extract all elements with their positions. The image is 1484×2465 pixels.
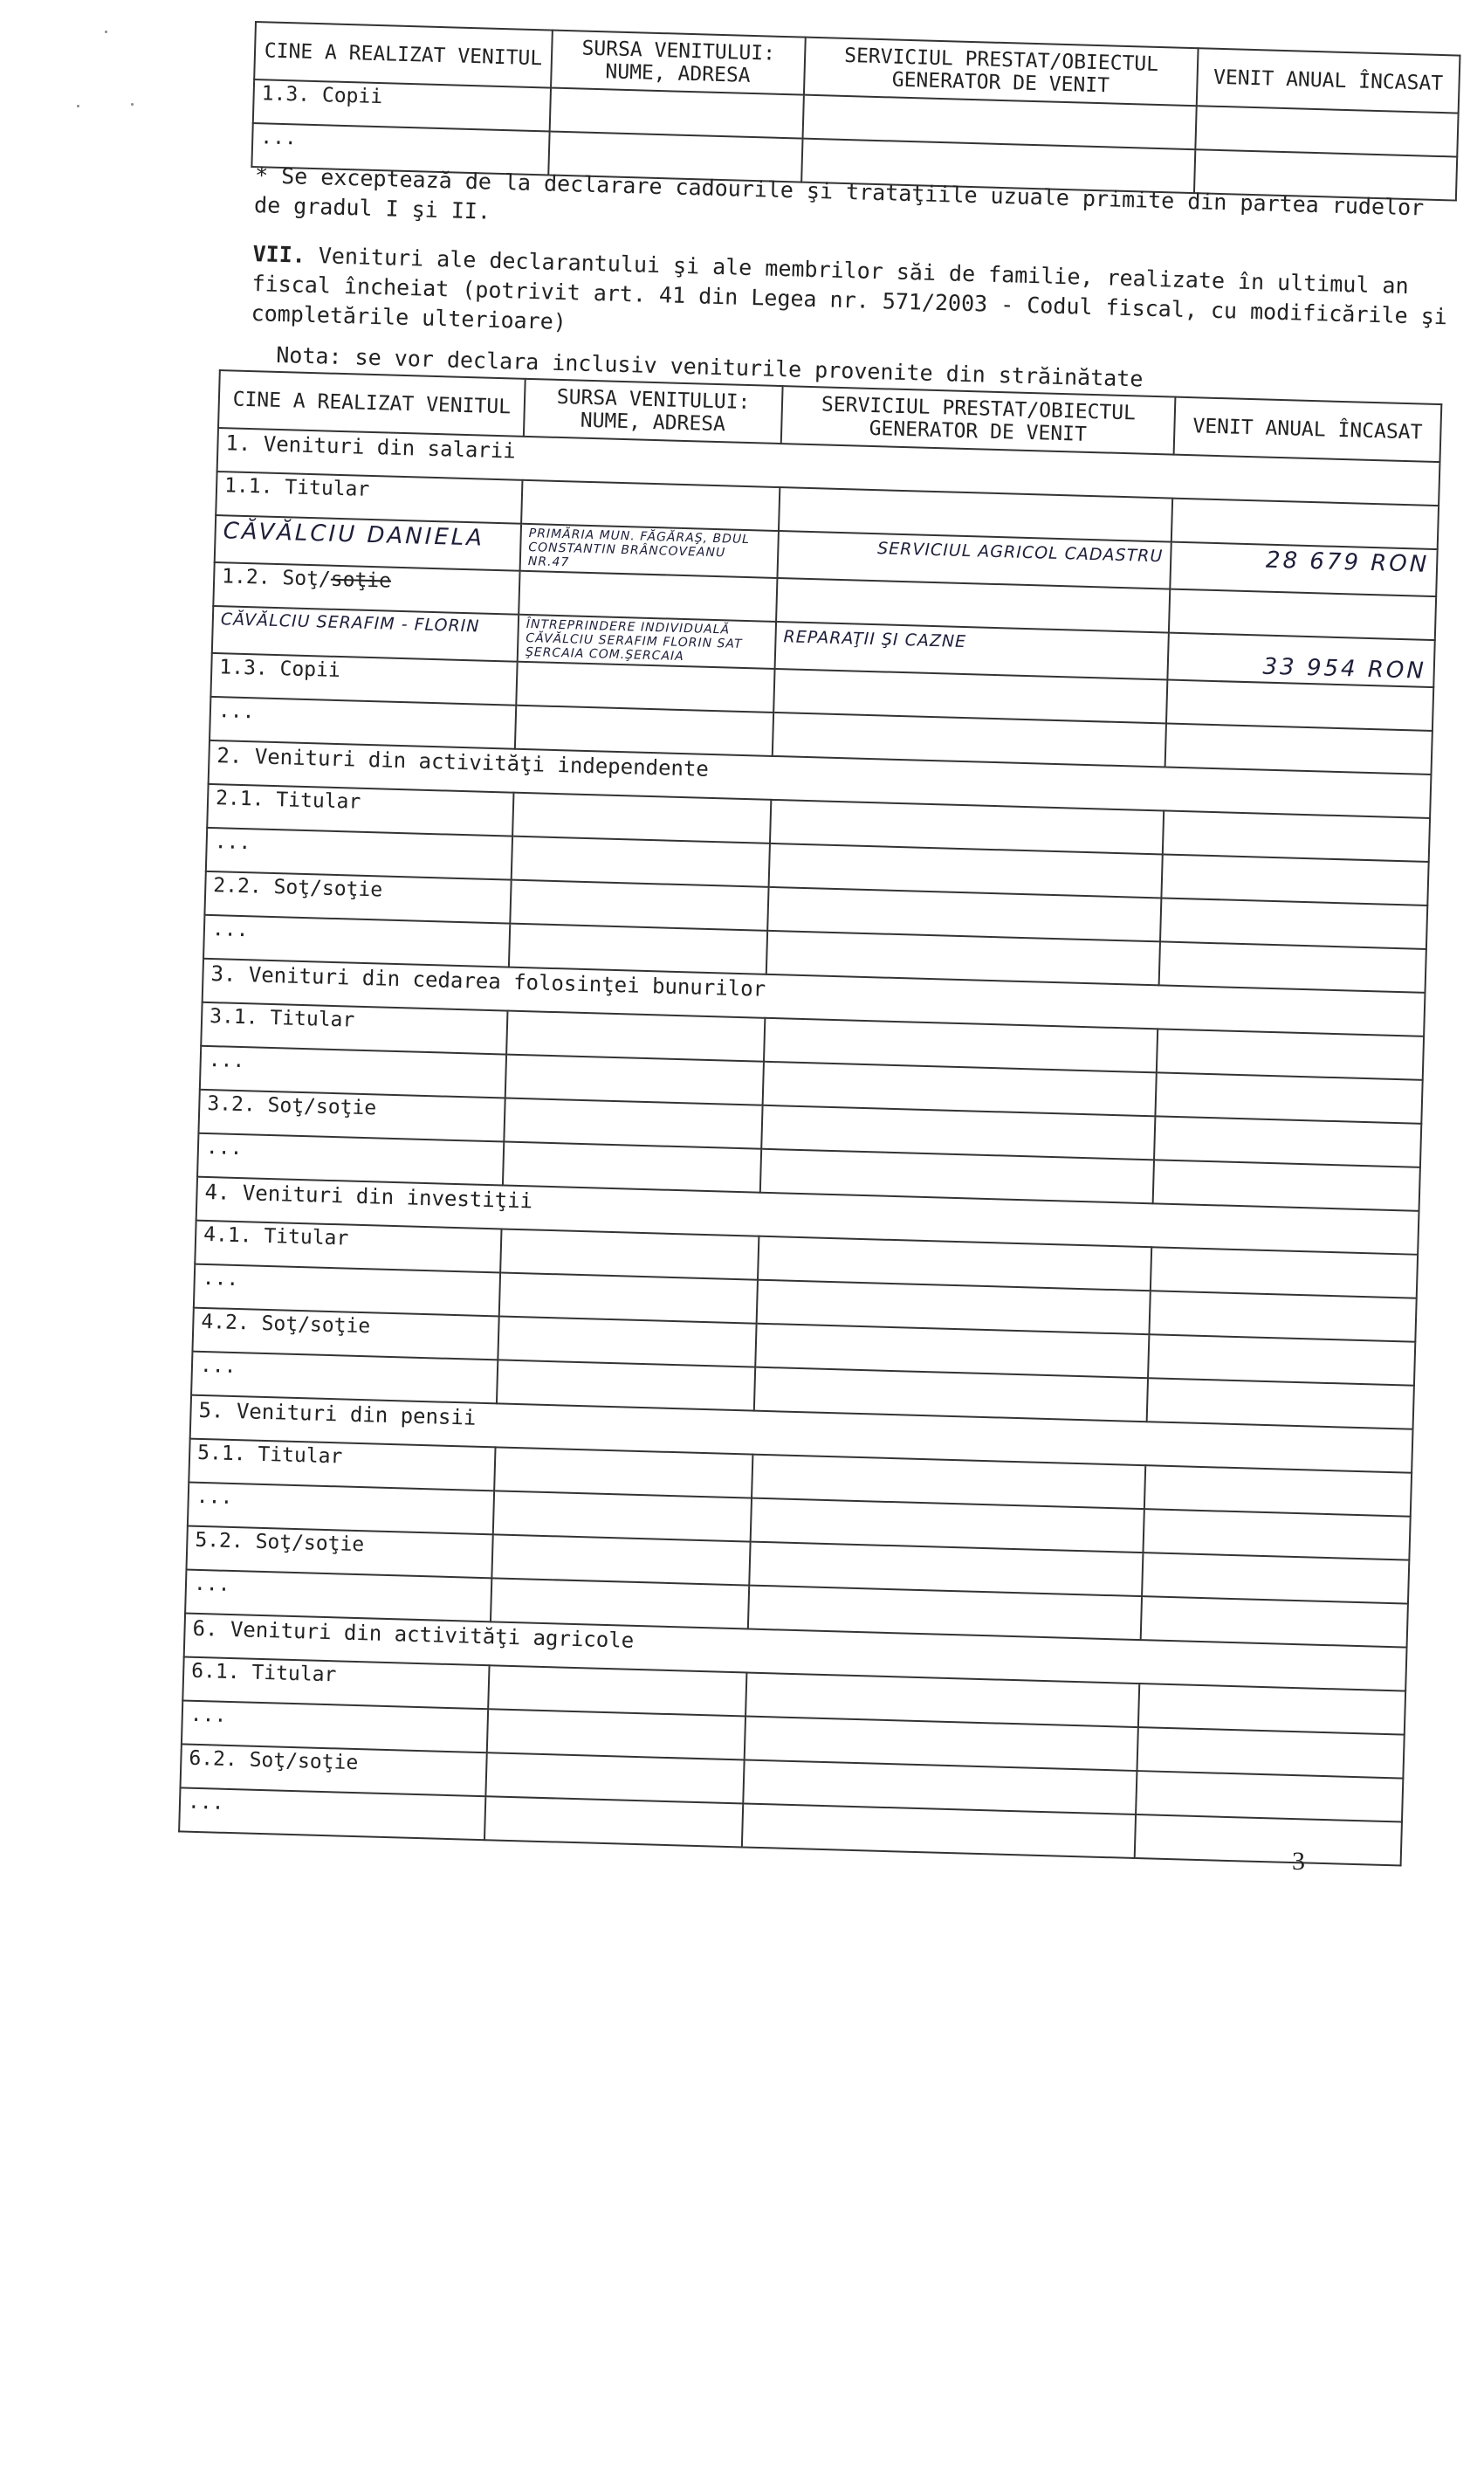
row-label: ... <box>197 1133 504 1186</box>
row-label: 2.1. Titular <box>207 784 513 837</box>
titular-service: SERVICIUL AGRICOL CADASTRU <box>876 539 1164 567</box>
sot-income-cell <box>1167 633 1434 687</box>
row-label: ... <box>191 1352 498 1404</box>
section-vii-title: Venituri ale declarantului şi ale membrilor săi de familie, realizate în ultimul an fiscal încheiat (potrivit art. 41 din Legea nr. 571/2003 - Codul fiscal, cu modificările şi completările ulterioare) <box>251 243 1448 335</box>
row-label: 5.1. Titular <box>189 1439 495 1491</box>
section-vii-nota: Nota: se vor declara inclusiv veniturile provenite din străinătate <box>275 341 1144 392</box>
sot-service: REPARAŢII ŞI CAZNE <box>783 627 967 652</box>
row-label: 5.2. Soţ/soţie <box>186 1526 492 1579</box>
row-label: ... <box>188 1483 494 1535</box>
section-title-investitii: 4. Venituri din investiţii <box>196 1177 1419 1255</box>
scan-speck <box>105 31 107 33</box>
header-service: SERVICIUL PRESTAT/OBIECTUL GENERATOR DE VENIT <box>781 386 1176 455</box>
section-vii-number: VII. <box>252 241 306 268</box>
row-label: ... <box>200 1046 506 1098</box>
section-title-salarii: 1. Venituri din salarii <box>217 428 1440 506</box>
page-number: 3 <box>1292 1847 1305 1876</box>
titular-name: CĂVĂLCIU DANIELA <box>223 518 485 552</box>
sot-source: ÎNTREPRINDERE INDIVIDUALĂ CĂVĂLCIU SERAFIM FLORIN SAT ŞERCAIA COM.ŞERCAIA <box>525 616 743 664</box>
row-label: 4.1. Titular <box>195 1221 501 1273</box>
row-label: 1.1. Titular <box>216 472 522 524</box>
scan-speck <box>131 103 134 106</box>
header-who: CINE A REALIZAT VENITUL <box>254 22 553 87</box>
row-label: ... <box>179 1787 485 1840</box>
titular-source: PRIMĂRIA MUN. FĂGĂRAŞ, BDUL CONSTANTIN BRÂNCOVEANU NR.47 <box>527 527 751 570</box>
sot-source-cell <box>518 615 776 669</box>
titular-income: 28 679 RON <box>1265 547 1430 578</box>
header-income: VENIT ANUAL ÎNCASAT <box>1174 397 1442 462</box>
row-label: ... <box>185 1570 491 1622</box>
section-title-independente: 2. Venituri din activităţi independente <box>209 740 1432 818</box>
row-label: ... <box>251 123 549 175</box>
sot-name: CĂVĂLCIU SERAFIM - FLORIN <box>220 609 480 637</box>
sot-prefix: 1.2. Soţ/ <box>221 565 332 591</box>
row-label: ... <box>206 828 512 880</box>
row-label: 6.1. Titular <box>182 1656 489 1709</box>
section-title-cedarea: 3. Venituri din cedarea folosinţei bunurilor <box>203 959 1426 1036</box>
row-label: 2.2. Soţ/soţie <box>204 871 511 924</box>
titular-name-cell <box>215 515 521 571</box>
header-income: VENIT ANUAL ÎNCASAT <box>1197 48 1460 113</box>
row-label: 6.2. Soţ/soţie <box>181 1744 487 1796</box>
row-label: ... <box>210 697 516 749</box>
row-label: 1.3. Copii <box>253 79 551 131</box>
sot-struck-word: soţie <box>330 568 392 593</box>
header-service: SERVICIUL PRESTAT/OBIECTUL GENERATOR DE VENIT <box>804 38 1199 107</box>
header-who: CINE A REALIZAT VENITUL <box>218 370 526 437</box>
titular-income-cell <box>1170 542 1437 596</box>
row-label: ... <box>182 1700 488 1752</box>
sot-name-cell <box>212 606 519 662</box>
main-income-table-block <box>178 369 1440 1866</box>
titular-source-cell <box>520 524 779 578</box>
row-label: 4.2. Soţ/soţie <box>192 1308 498 1360</box>
row-label: 3.2. Soţ/soţie <box>198 1090 505 1142</box>
row-label: 1.3. Copii <box>210 653 517 706</box>
footnote: * Se exceptează de la declarare cadourile şi trataţiile uzuale primite din partea rudelor de gradul I şi II. <box>253 162 1425 224</box>
section-vii-heading <box>251 239 1457 361</box>
header-source: SURSA VENITULUI: NUME, ADRESA <box>551 31 806 95</box>
section-title-agricole: 6. Venituri din activităţi agricole <box>184 1614 1407 1691</box>
header-source: SURSA VENITULUI: NUME, ADRESA <box>524 379 783 444</box>
sot-income: 33 954 RON <box>1262 653 1427 685</box>
section-title-pensii: 5. Venituri din pensii <box>190 1395 1413 1473</box>
row-label: ... <box>194 1264 500 1317</box>
row-label: 3.1. Titular <box>201 1002 507 1055</box>
main-income-table <box>178 369 1442 1866</box>
scan-speck <box>77 105 79 107</box>
row-label: ... <box>203 915 510 967</box>
